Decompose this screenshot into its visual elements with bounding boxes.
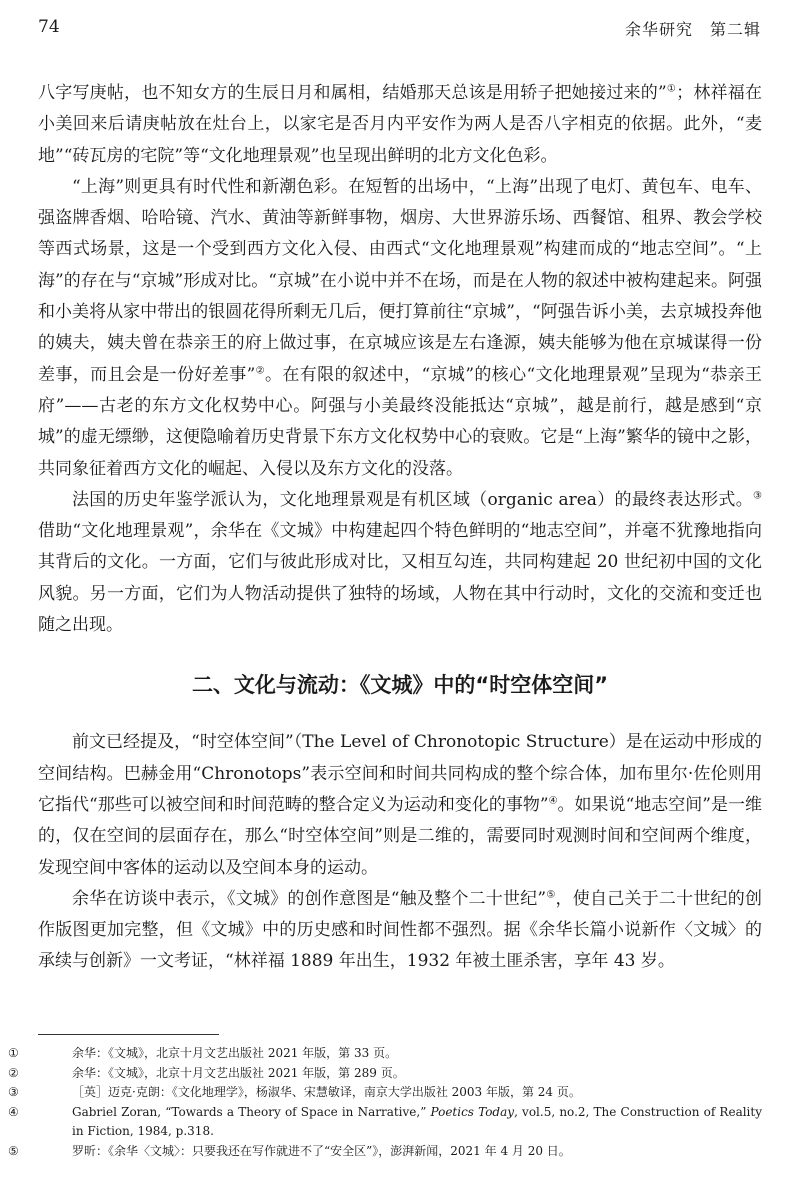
footnote-mark: ⑤ xyxy=(8,1143,19,1158)
footnote: ③ ［英］迈克·克朗：《文化地理学》，杨淑华、宋慧敏译，南京大学出版社 2003 年版，第 24 页。 xyxy=(38,1083,762,1103)
paragraph: “上海”则更具有时代性和新潮色彩。在短暂的出场中，“上海”出现了电灯、黄包车、电车、强盗牌香烟、哈哈镜、汽水、黄油等新鲜事物，烟房、大世界游乐场、西餐馆、租界、教会学校等西式场景，这是一个受到西方文化入侵、由西式“文化地理景观”构建而成的“地志空间”。“上海”的存在与“京城”形成对比。“京城”在小说中并不在场，而是在人物的叙述中被构建起来。阿强和小美将从家中带出的银圆花得所剩无几后，便打算前往“京城”，“阿强告诉小美，去京城投奔他的姨夫，姨夫曾在恭亲王的府上做过事，在京城应该是左右逢源，姨夫能够为他在京城谋得一份差事，而且会是一份好差事”②。在有限的叙述中，“京城”的核心“文化地理景观”呈现为“恭亲王府”——古老的东方文化权势中心。阿强与小美最终没能抵达“京城”，越是前行，越是感到“京城”的虚无缥缈，这便隐喻着历史背景下东方文化权势中心的衰败。它是“上海”繁华的镜中之影，共同象征着西方文化的崛起、入侵以及东方文化的没落。 xyxy=(38,176,762,479)
footnote-ref[interactable]: ⑤ xyxy=(546,889,556,901)
footnote-mark: ③ xyxy=(8,1085,19,1099)
footnote: ① 余华：《文城》，北京十月文艺出版社 2021 年版，第 33 页。 xyxy=(38,1044,762,1064)
paragraph: 前文已经提及，“时空体空间”（The Level of Chronotopic Structure）是在运动中形成的空间结构。巴赫金用“Chronotops”表示空间和时间共同构成的整个综合体，加布里尔·佐伦则用它指代“那些可以被空间和时间范畴的整合定义为运动和变化的事物”④。如果说“地志空间”是一维的，仅在空间的层面存在，那么“时空体空间”则是二维的，需要同时观测时间和空间两个维度，发现空间中客体的运动以及空间本身的运动。 xyxy=(38,732,762,878)
footnote: ④ Gabriel Zoran, “Towards a Theory of Space in Narrative,” Poetics Today, vol.5, no.2, The Construction of Reality in Fiction, 1984, p.318. xyxy=(8,1104,762,1138)
footnote-ref[interactable]: ② xyxy=(255,365,266,377)
footnote-mark: ① xyxy=(8,1046,19,1060)
section-heading: 二、文化与流动：《文城》中的“时空体空间” xyxy=(191,673,609,698)
journal-name: Poetics Today xyxy=(430,1104,515,1119)
footnote: ② 余华：《文城》，北京十月文艺出版社 2021 年版，第 289 页。 xyxy=(38,1064,762,1084)
footnote-ref[interactable]: ① xyxy=(666,83,677,95)
footnote-ref[interactable]: ③ xyxy=(753,490,762,502)
footnote-ref[interactable]: ④ xyxy=(548,795,558,807)
main-text xyxy=(38,78,762,978)
footnote-mark: ④ xyxy=(8,1104,19,1119)
footnote-mark: ② xyxy=(8,1065,19,1080)
footnote-divider xyxy=(38,1034,219,1035)
paragraph: 八字写庚帖，也不知女方的生辰日月和属相，结婚那天总该是用轿子把她接过来的”①；林祥福在小美回来后请庚帖放在灶台上，以家宅是否月内平安作为两人是否八字相克的依据。此外，“麦地”“砖瓦房的宅院”等“文化地理景观”也呈现出鲜明的北方文化色彩。 xyxy=(38,83,762,166)
running-header: 余华研究 第二辑 xyxy=(624,20,761,39)
footnotes xyxy=(8,1044,762,1161)
paragraph: 余华在访谈中表示，《文城》的创作意图是“触及整个二十世纪”⑤，使自己关于二十世纪的创作版图更加完整，但《文城》中的历史感和时间性都不强烈。据《余华长篇小说新作〈文城〉的承续与创新》一文考证，“林祥福 1889 年出生，1932 年被土匪杀害，享年 43 岁。 xyxy=(38,888,762,972)
footnote: ⑤ 罗昕：《余华〈文城〉：只要我还在写作就进不了“安全区”》，澎湃新闻，2021 年 4 月 20 日。 xyxy=(38,1142,762,1162)
page-number: 74 xyxy=(38,17,60,37)
paragraph: 法国的历史年鉴学派认为，文化地理景观是有机区域（organic area）的最终表达形式。③ 借助“文化地理景观”，余华在《文城》中构建起四个特色鲜明的“地志空间”，并毫不犹豫地指向其背后的文化。一方面，它们与彼此形成对比，又相互勾连，共同构建起 20 世纪初中国的文化风貌。另一方面，它们为人物活动提供了独特的场域，人物在其中行动时，文化的交流和变迁也随之出现。 xyxy=(38,489,762,636)
